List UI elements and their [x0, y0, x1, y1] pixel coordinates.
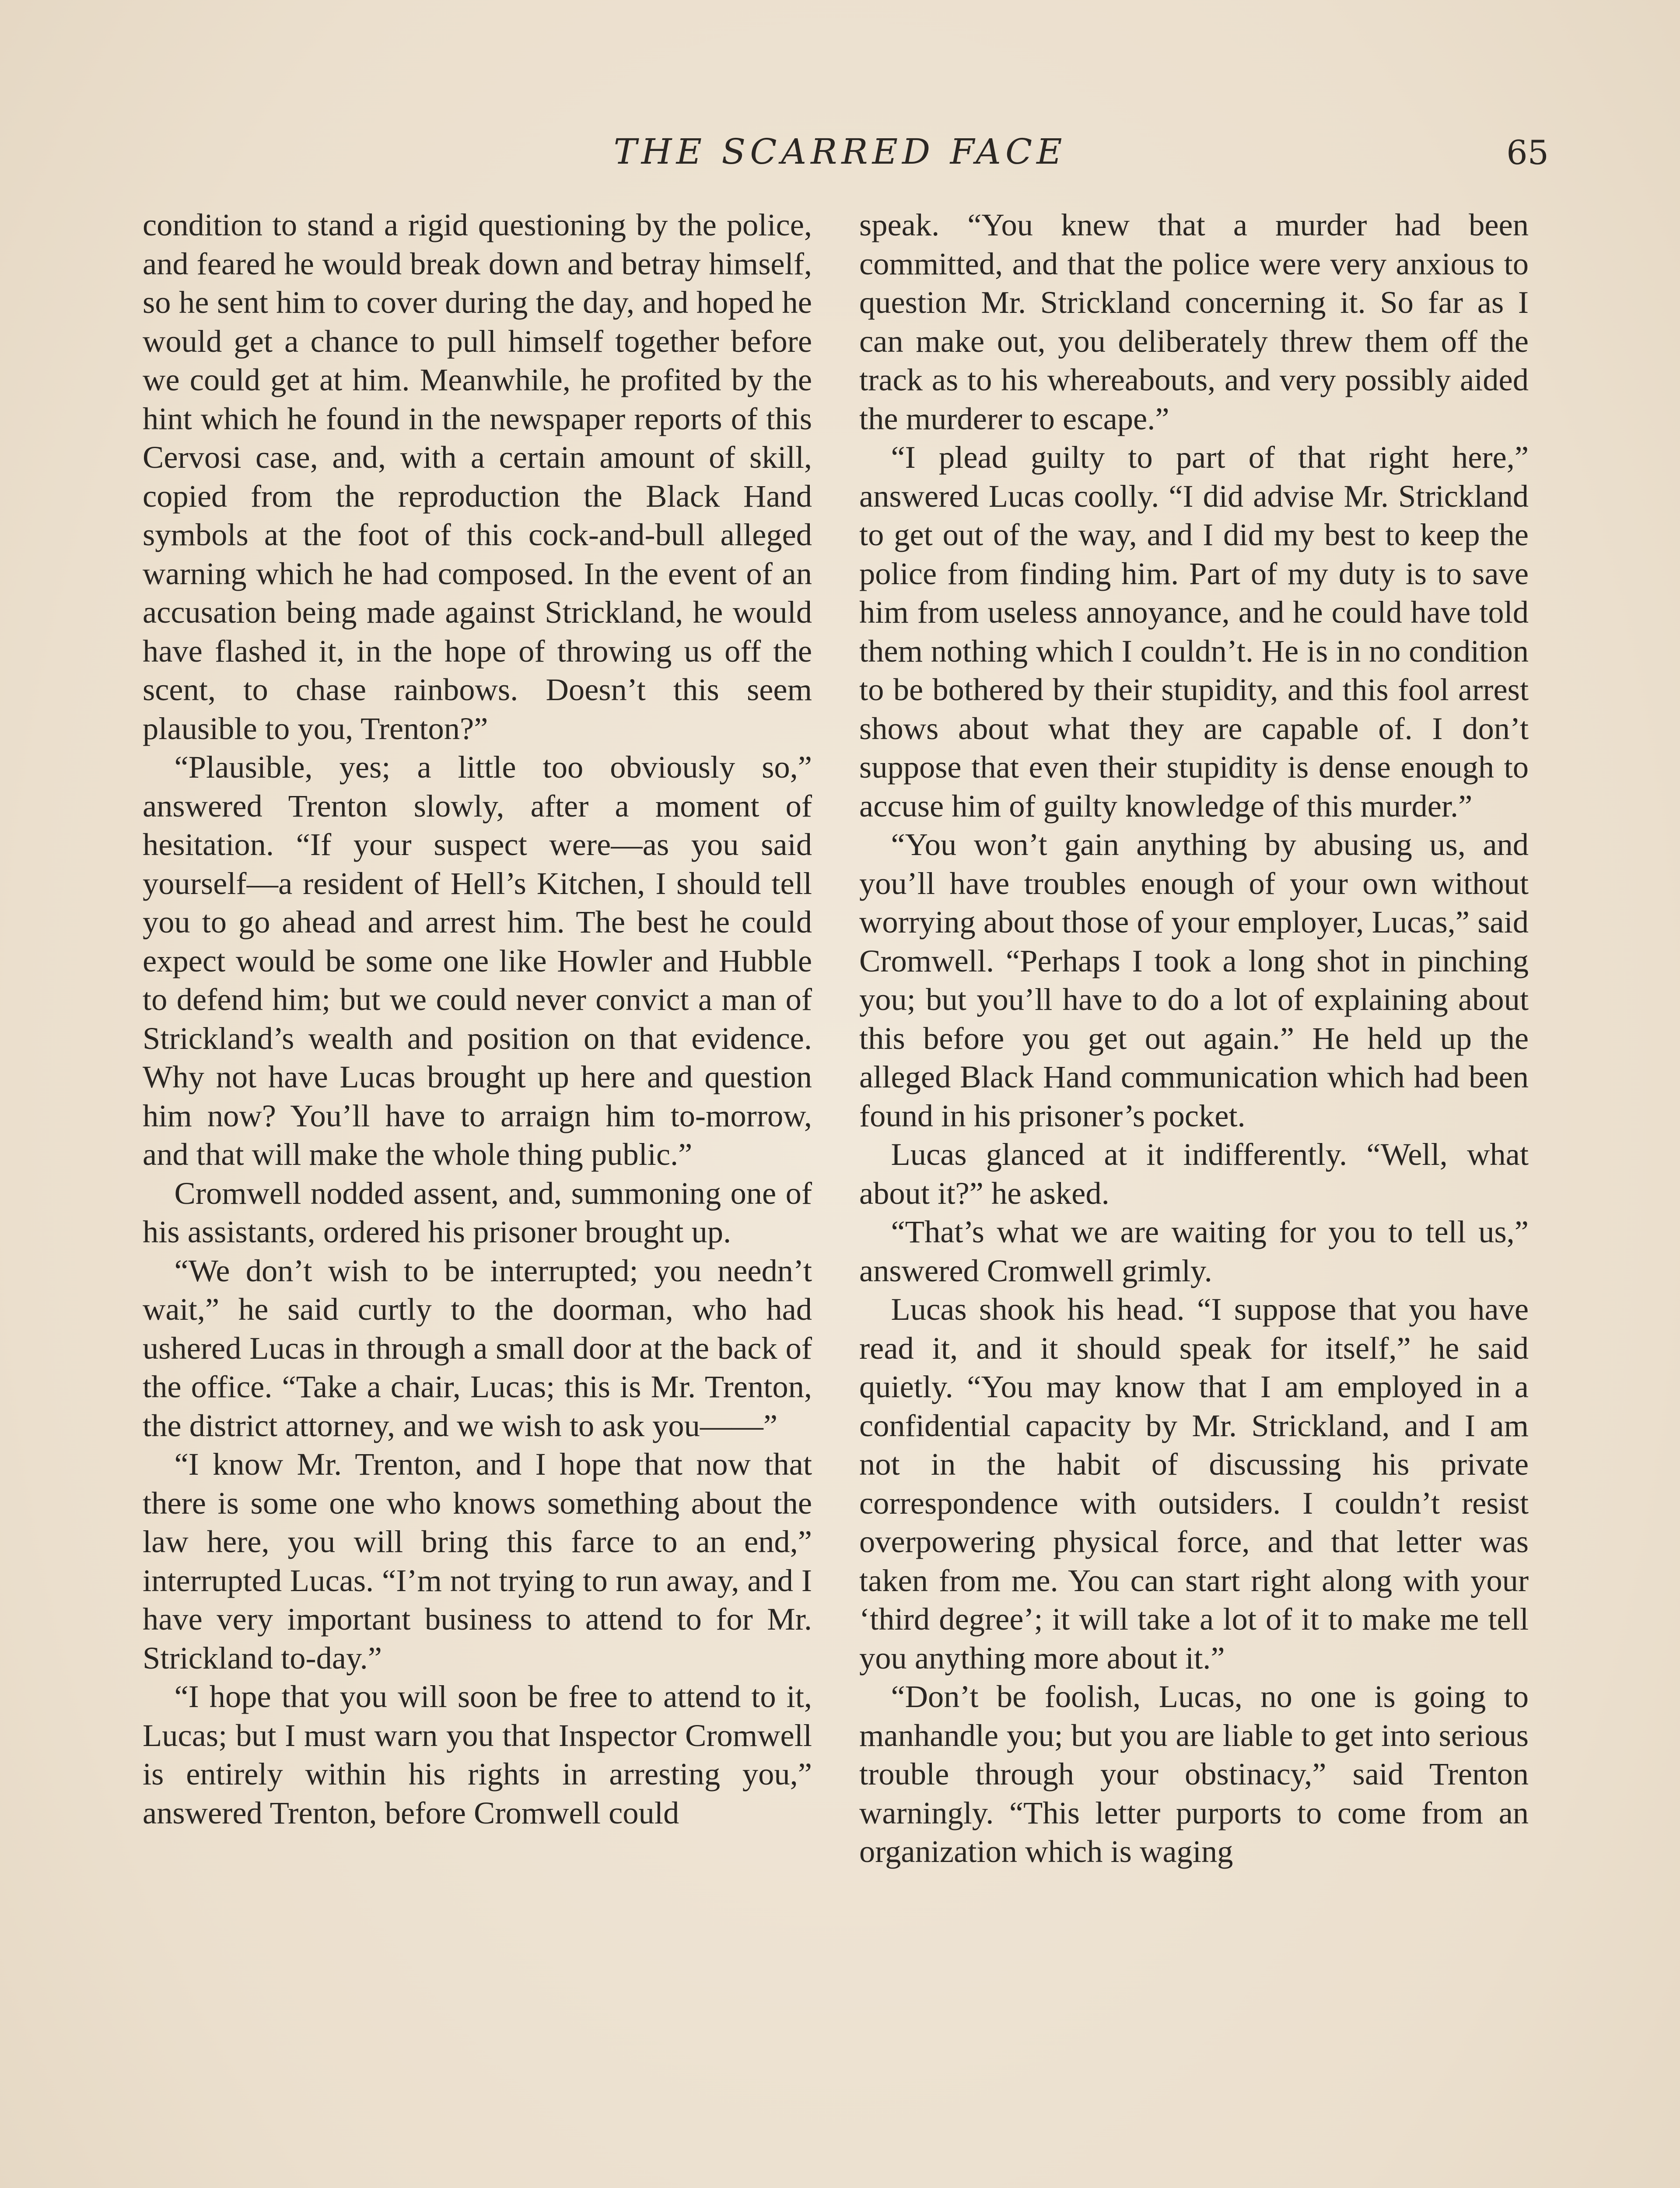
paragraph: “You won’t gain anything by abusing us, and you’ll have troubles enough of your own without worrying about those of your employer, Lucas,” said Cromwell. “Perhaps I took a long shot in pinching you; but you’ll have to do a lot of explaining about this before you get out again.” He held up the alleged Black Hand communication which had been found in his prisoner’s pocket. — [859, 827, 1529, 1133]
left-column — [143, 206, 812, 1832]
paragraph: Lucas glanced at it indifferently. “Well, what about it?” he asked. — [859, 1136, 1529, 1211]
running-title: THE SCARRED FACE — [613, 131, 1067, 172]
paragraph: “I know Mr. Trenton, and I hope that now that there is some one who knows something about the law here, you will bring this farce to an end,” interrupted Lucas. “I’m not trying to run away, and I have very important business to attend to for Mr. Strickland to-day.” — [143, 1446, 812, 1676]
paragraph: speak. “You knew that a murder had been committed, and that the police were very anxious to question Mr. Strickland concerning it. So far as I can make out, you deliberately threw them off the track as to his whereabouts, and very possibly aided the murderer to escape.” — [859, 207, 1529, 436]
paragraph: Lucas shook his head. “I suppose that you have read it, and it should speak for itself,” he said quietly. “You may know that I am employed in a confidential capacity by Mr. Strickland, and I am not in the habit of discussing his private correspondence with outsiders. I couldn’t resist overpowering physical force, and that letter was taken from me. You can start right along with your ‘third degree’; it will take a lot of it to make me tell you anything more about it.” — [859, 1291, 1529, 1676]
paragraph: “That’s what we are waiting for you to tell us,” answered Cromwell grimly. — [859, 1214, 1529, 1288]
paragraph: “Don’t be foolish, Lucas, no one is going to manhandle you; but you are liable to get into serious trouble through your obstinacy,” said Trenton warningly. “This letter purports to come from an organization which is waging — [859, 1679, 1529, 1869]
page-number: 65 — [1506, 133, 1549, 172]
paragraph: Cromwell nodded assent, and, summoning one of his assistants, ordered his prisoner brought up. — [143, 1175, 812, 1249]
paragraph: condition to stand a rigid questioning by the police, and feared he would break down and betray himself, so he sent him to cover during the day, and hoped he would get a chance to pull himself together before we could get at him. Meanwhile, he profited by the hint which he found in the newspaper reports of this Cervosi case, and, with a certain amount of skill, copied from the reproduction the Black Hand symbols at the foot of this cock-and-bull alleged warning which he had composed. In the event of an accusation being made against Strickland, he would have flashed it, in the hope of throwing us off the scent, to chase rainbows. Doesn’t this seem plausible to you, Trenton?” — [143, 207, 812, 746]
paragraph: “We don’t wish to be interrupted; you needn’t wait,” he said curtly to the doorman, who had ushered Lucas in through a small door at the back of the office. “Take a chair, Lucas; this is Mr. Trenton, the district attorney, and we wish to ask you——” — [143, 1252, 812, 1443]
right-column — [859, 206, 1529, 1871]
paragraph: “I hope that you will soon be free to attend to it, Lucas; but I must warn you that Inspector Cromwell is entirely within his rights in arresting you,” answered Trenton, before Cromwell could — [143, 1679, 812, 1830]
page-header — [140, 131, 1549, 179]
paragraph: “I plead guilty to part of that right here,” answered Lucas coolly. “I did advise Mr. Strickland to get out of the way, and I did my best to keep the police from finding him. Part of my duty is to save him from useless annoyance, and he could have told them nothing which I couldn’t. He is in no condition to be bothered by their stupidity, and this fool arrest shows about what they are capable of. I don’t suppose that even their stupidity is dense enough to accuse him of guilty knowledge of this murder.” — [859, 439, 1529, 824]
paragraph: “Plausible, yes; a little too obviously so,” answered Trenton slowly, after a moment of hesitation. “If your suspect were—as you said yourself—a resident of Hell’s Kitchen, I should tell you to go ahead and arrest him. The best he could expect would be some one like Howler and Hubble to defend him; but we could never convict a man of Strickland’s wealth and position on that evidence. Why not have Lucas brought up here and question him now? You’ll have to arraign him to-morrow, and that will make the whole thing public.” — [143, 749, 812, 1172]
